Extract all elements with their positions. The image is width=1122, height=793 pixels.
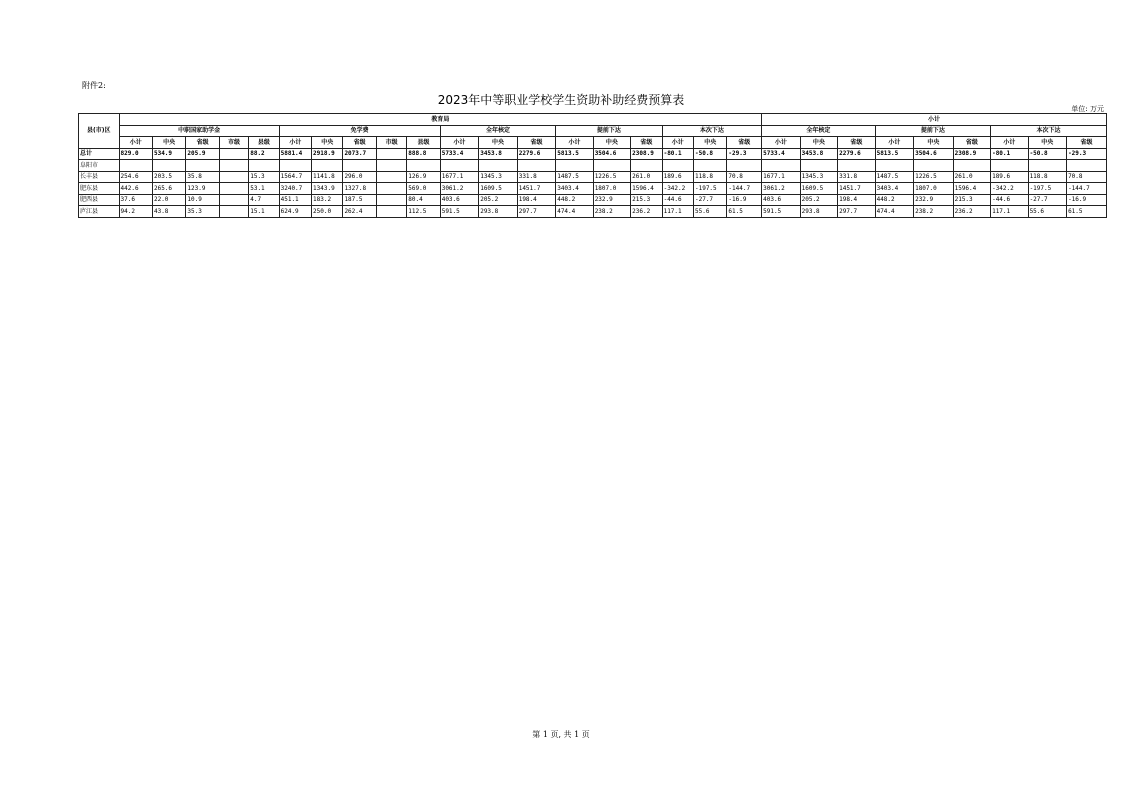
table-cell xyxy=(556,160,593,172)
table-cell: 5733.4 xyxy=(440,148,479,160)
table-body xyxy=(79,148,1107,217)
sub-this-time-header: 本次下达 xyxy=(991,125,1107,137)
table-cell: 1596.4 xyxy=(631,183,662,195)
col-header: 小计 xyxy=(875,137,914,149)
table-cell: -80.1 xyxy=(991,148,1028,160)
table-cell: 15.3 xyxy=(249,171,279,183)
edu-bureau-header: 教育局 xyxy=(119,114,762,126)
table-cell: 53.1 xyxy=(249,183,279,195)
table-cell: 198.4 xyxy=(838,194,875,206)
table-cell: 2279.6 xyxy=(517,148,556,160)
table-row xyxy=(79,194,1107,206)
table-cell: 2918.9 xyxy=(312,148,343,160)
table-cell: 70.8 xyxy=(1067,171,1107,183)
table-cell: -27.7 xyxy=(693,194,726,206)
table-cell: -342.2 xyxy=(991,183,1028,195)
col-header: 省级 xyxy=(953,137,990,149)
table-cell xyxy=(838,160,875,172)
table-cell: 2279.6 xyxy=(838,148,875,160)
table-cell: 123.9 xyxy=(186,183,219,195)
table-cell: 232.9 xyxy=(914,194,954,206)
table-cell: -44.6 xyxy=(991,194,1028,206)
budget-table xyxy=(78,113,1107,218)
table-cell: 888.8 xyxy=(407,148,440,160)
table-cell xyxy=(249,160,279,172)
col-header: 中央 xyxy=(152,137,185,149)
table-cell: 297.7 xyxy=(517,206,556,218)
table-cell: 448.2 xyxy=(556,194,593,206)
table-cell: 1226.5 xyxy=(593,171,630,183)
county-header: 县(市)区 xyxy=(79,114,120,149)
col-header: 省级 xyxy=(343,137,376,149)
table-cell: 254.6 xyxy=(119,171,152,183)
col-header: 小计 xyxy=(279,137,311,149)
table-cell: 205.2 xyxy=(479,194,518,206)
table-cell xyxy=(219,194,248,206)
table-cell: 183.2 xyxy=(312,194,343,206)
sub-advance-header: 提前下达 xyxy=(875,125,991,137)
table-cell: 61.5 xyxy=(727,206,762,218)
table-cell: -144.7 xyxy=(727,183,762,195)
table-cell: 250.0 xyxy=(312,206,343,218)
table-cell: 3240.7 xyxy=(279,183,311,195)
table-cell: 94.2 xyxy=(119,206,152,218)
table-cell: 1226.5 xyxy=(914,171,954,183)
col-header: 小计 xyxy=(119,137,152,149)
table-cell: 3403.4 xyxy=(875,183,914,195)
col-header: 中央 xyxy=(914,137,954,149)
table-cell xyxy=(593,160,630,172)
table-cell: 61.5 xyxy=(1067,206,1107,218)
table-cell: 5813.5 xyxy=(556,148,593,160)
page-title: 2023年中等职业学校学生资助补助经费预算表 xyxy=(437,93,685,107)
col-header: 中央 xyxy=(479,137,518,149)
table-cell: 55.6 xyxy=(1028,206,1067,218)
table-cell: 205.2 xyxy=(800,194,837,206)
table-cell: 1677.1 xyxy=(440,171,479,183)
page-footer: 第 1 页, 共 1 页 xyxy=(532,730,590,739)
table-cell xyxy=(800,160,837,172)
table-cell: 3504.6 xyxy=(593,148,630,160)
table-cell: 297.7 xyxy=(838,206,875,218)
table-cell xyxy=(219,160,248,172)
table-cell: 238.2 xyxy=(914,206,954,218)
table-cell: 331.8 xyxy=(517,171,556,183)
row-name: 肥西县 xyxy=(79,194,120,206)
table-cell xyxy=(312,160,343,172)
table-cell: 293.8 xyxy=(479,206,518,218)
table-cell: 1596.4 xyxy=(953,183,990,195)
table-cell: 534.9 xyxy=(152,148,185,160)
edu-advance-header: 提前下达 xyxy=(556,125,662,137)
table-cell xyxy=(376,194,406,206)
table-cell: 236.2 xyxy=(631,206,662,218)
table-cell xyxy=(991,160,1028,172)
table-cell: 189.6 xyxy=(991,171,1028,183)
table-cell: 403.6 xyxy=(440,194,479,206)
table-cell: 2308.9 xyxy=(631,148,662,160)
subtotal-group-header: 小计 xyxy=(762,114,1107,126)
table-cell: 3504.6 xyxy=(914,148,954,160)
table-cell: 474.4 xyxy=(556,206,593,218)
col-header: 小计 xyxy=(440,137,479,149)
col-header: 省级 xyxy=(186,137,219,149)
table-cell: 5813.5 xyxy=(875,148,914,160)
table-cell xyxy=(376,171,406,183)
row-name: 长丰县 xyxy=(79,171,120,183)
table-cell: 591.5 xyxy=(762,206,801,218)
table-cell xyxy=(279,160,311,172)
col-header: 市级 xyxy=(219,137,248,149)
table-cell xyxy=(762,160,801,172)
col-header: 小计 xyxy=(662,137,693,149)
table-cell: 1345.3 xyxy=(800,171,837,183)
table-cell: 1609.5 xyxy=(479,183,518,195)
table-cell: 3061.2 xyxy=(440,183,479,195)
table-cell: 569.0 xyxy=(407,183,440,195)
table-cell xyxy=(479,160,518,172)
table-row xyxy=(79,183,1107,195)
table-cell: 238.2 xyxy=(593,206,630,218)
table-cell: -16.9 xyxy=(1067,194,1107,206)
row-name: 阜阳市 xyxy=(79,160,120,172)
table-cell xyxy=(152,160,185,172)
table-cell xyxy=(727,160,762,172)
table-cell: -50.8 xyxy=(693,148,726,160)
table-cell: 4.7 xyxy=(249,194,279,206)
table-cell: 5881.4 xyxy=(279,148,311,160)
table-cell xyxy=(343,160,376,172)
table-cell: -342.2 xyxy=(662,183,693,195)
table-cell: 232.9 xyxy=(593,194,630,206)
table-cell: 187.5 xyxy=(343,194,376,206)
table-cell: -197.5 xyxy=(1028,183,1067,195)
table-cell: 1345.3 xyxy=(479,171,518,183)
table-cell: 70.8 xyxy=(727,171,762,183)
table-cell: 591.5 xyxy=(440,206,479,218)
table-cell xyxy=(693,160,726,172)
table-cell: 215.3 xyxy=(631,194,662,206)
aid-header: 中职国家助学金 xyxy=(119,125,279,137)
table-cell: 1343.9 xyxy=(312,183,343,195)
table-cell: 35.8 xyxy=(186,171,219,183)
col-header: 县级 xyxy=(407,137,440,149)
table-row xyxy=(79,171,1107,183)
table-cell: 236.2 xyxy=(953,206,990,218)
edu-this-time-header: 本次下达 xyxy=(662,125,762,137)
table-cell xyxy=(376,206,406,218)
col-header: 省级 xyxy=(727,137,762,149)
table-cell: -29.3 xyxy=(1067,148,1107,160)
table-cell: 1807.0 xyxy=(593,183,630,195)
table-cell: 1487.5 xyxy=(556,171,593,183)
table-cell: -80.1 xyxy=(662,148,693,160)
table-cell: 215.3 xyxy=(953,194,990,206)
table-cell xyxy=(953,160,990,172)
table-cell: 1564.7 xyxy=(279,171,311,183)
table-cell xyxy=(662,160,693,172)
table-cell xyxy=(1028,160,1067,172)
table-cell: 442.6 xyxy=(119,183,152,195)
table-cell: 262.4 xyxy=(343,206,376,218)
table-cell xyxy=(440,160,479,172)
table-cell xyxy=(219,171,248,183)
table-cell: 117.1 xyxy=(991,206,1028,218)
unit-label: 单位: 万元 xyxy=(1071,105,1104,113)
tuition-header: 免学费 xyxy=(279,125,440,137)
table-cell: 261.0 xyxy=(953,171,990,183)
table-cell: -29.3 xyxy=(727,148,762,160)
table-cell: 118.8 xyxy=(1028,171,1067,183)
attachment-label: 附件2: xyxy=(82,81,106,90)
table-cell xyxy=(219,148,248,160)
table-cell: -16.9 xyxy=(727,194,762,206)
table-cell: 88.2 xyxy=(249,148,279,160)
row-name: 总计 xyxy=(79,148,120,160)
col-header: 省级 xyxy=(631,137,662,149)
table-cell xyxy=(119,160,152,172)
table-cell: 43.8 xyxy=(152,206,185,218)
col-header: 省级 xyxy=(1067,137,1107,149)
table-cell: 117.1 xyxy=(662,206,693,218)
sub-annual-header: 全年核定 xyxy=(762,125,875,137)
col-header: 小计 xyxy=(991,137,1028,149)
table-cell: 2073.7 xyxy=(343,148,376,160)
table-cell: 203.5 xyxy=(152,171,185,183)
table-cell: 35.3 xyxy=(186,206,219,218)
table-cell: -197.5 xyxy=(693,183,726,195)
table-cell xyxy=(914,160,954,172)
table-cell: 1451.7 xyxy=(838,183,875,195)
table-cell: 2308.9 xyxy=(953,148,990,160)
table-row xyxy=(79,148,1107,160)
col-header: 中央 xyxy=(312,137,343,149)
table-cell: 474.4 xyxy=(875,206,914,218)
table-cell: 261.0 xyxy=(631,171,662,183)
table-cell xyxy=(376,148,406,160)
table-cell: -50.8 xyxy=(1028,148,1067,160)
table-cell xyxy=(376,183,406,195)
table-cell xyxy=(219,183,248,195)
table-cell xyxy=(407,160,440,172)
table-cell: 1807.0 xyxy=(914,183,954,195)
table-cell: 189.6 xyxy=(662,171,693,183)
table-cell: 293.8 xyxy=(800,206,837,218)
table-cell: 126.9 xyxy=(407,171,440,183)
col-header: 中央 xyxy=(693,137,726,149)
table-cell: 112.5 xyxy=(407,206,440,218)
table-cell: 3403.4 xyxy=(556,183,593,195)
table-cell: 1487.5 xyxy=(875,171,914,183)
col-header: 小计 xyxy=(556,137,593,149)
table-cell: 1327.8 xyxy=(343,183,376,195)
table-cell: 80.4 xyxy=(407,194,440,206)
table-cell: 118.8 xyxy=(693,171,726,183)
table-cell: 448.2 xyxy=(875,194,914,206)
table-cell: 1141.8 xyxy=(312,171,343,183)
table-cell: 198.4 xyxy=(517,194,556,206)
table-cell: 1609.5 xyxy=(800,183,837,195)
table-cell: 15.1 xyxy=(249,206,279,218)
col-header: 市级 xyxy=(376,137,406,149)
table-cell xyxy=(1067,160,1107,172)
table-cell: -27.7 xyxy=(1028,194,1067,206)
table-cell xyxy=(517,160,556,172)
table-row xyxy=(79,160,1107,172)
col-header: 中央 xyxy=(593,137,630,149)
table-cell: 1677.1 xyxy=(762,171,801,183)
table-cell: 205.9 xyxy=(186,148,219,160)
table-cell: 624.9 xyxy=(279,206,311,218)
table-row xyxy=(79,206,1107,218)
table-cell: 22.0 xyxy=(152,194,185,206)
table-cell: 265.6 xyxy=(152,183,185,195)
table-cell: 55.6 xyxy=(693,206,726,218)
table-cell: 37.6 xyxy=(119,194,152,206)
edu-annual-header: 全年核定 xyxy=(440,125,556,137)
row-name: 肥东县 xyxy=(79,183,120,195)
row-name: 庐江县 xyxy=(79,206,120,218)
table-cell: 403.6 xyxy=(762,194,801,206)
table-cell xyxy=(875,160,914,172)
table-cell: 451.1 xyxy=(279,194,311,206)
col-header: 中央 xyxy=(1028,137,1067,149)
table-cell xyxy=(219,206,248,218)
table-cell xyxy=(186,160,219,172)
table-cell xyxy=(376,160,406,172)
col-header: 小计 xyxy=(762,137,801,149)
col-header: 县级 xyxy=(249,137,279,149)
table-cell: 331.8 xyxy=(838,171,875,183)
table-cell xyxy=(631,160,662,172)
table-cell: -44.6 xyxy=(662,194,693,206)
table-cell: 10.9 xyxy=(186,194,219,206)
col-header: 中央 xyxy=(800,137,837,149)
table-cell: 3453.8 xyxy=(800,148,837,160)
table-cell: 296.0 xyxy=(343,171,376,183)
table-cell: 3061.2 xyxy=(762,183,801,195)
table-cell: 1451.7 xyxy=(517,183,556,195)
table-cell: 829.0 xyxy=(119,148,152,160)
col-header: 省级 xyxy=(517,137,556,149)
table-cell: 3453.8 xyxy=(479,148,518,160)
col-header: 省级 xyxy=(838,137,875,149)
table-cell: 5733.4 xyxy=(762,148,801,160)
table-cell: -144.7 xyxy=(1067,183,1107,195)
